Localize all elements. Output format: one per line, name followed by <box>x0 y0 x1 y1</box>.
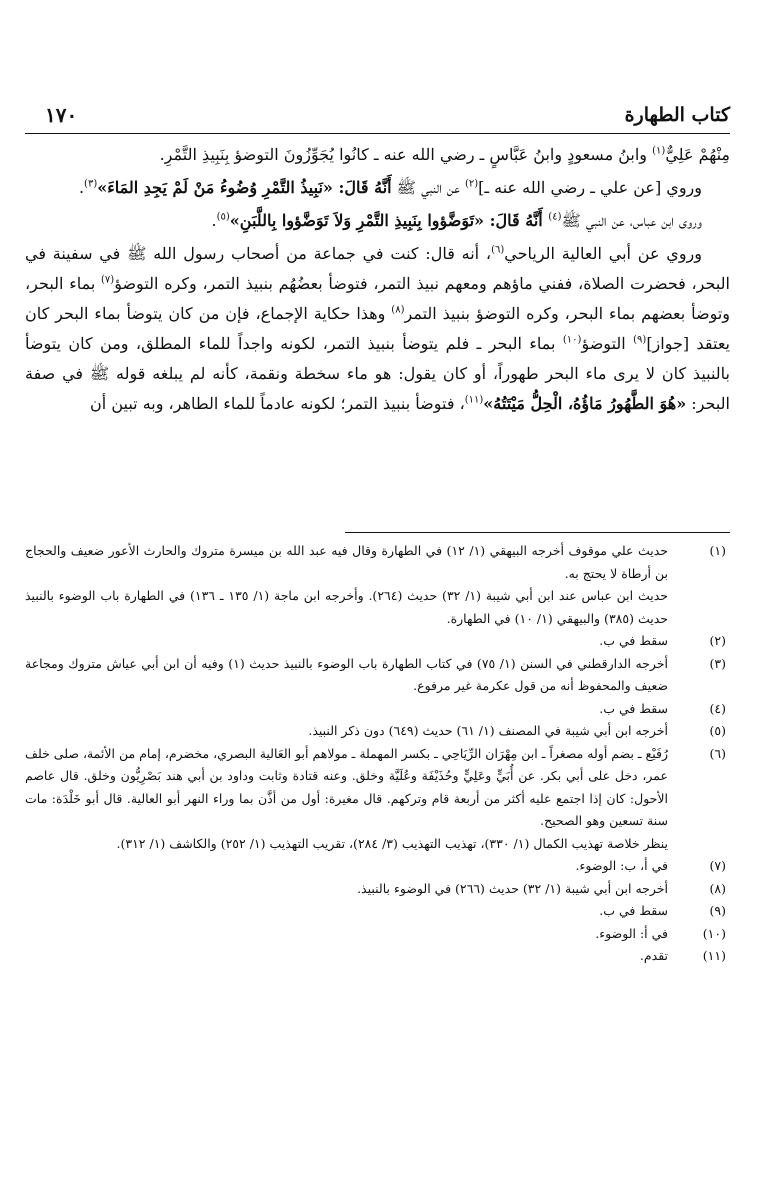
footnotes <box>25 540 730 968</box>
footnote-text: تقدم. <box>639 948 668 963</box>
footnote-number: (٩) <box>709 903 726 918</box>
text-span: بماء البحر، وتوضأ بعضهم بماء البحر، وكره التوضؤ بنبيذ التمر <box>25 274 731 323</box>
footnote-text: حديث علي موقوف أخرجه البيهقي (١/ ١٢) في الطهارة وقال فيه عبد الله بن ميسرة متروك والحارث الأعور ضعيف والحجاج بن أرطاة لا يحتج به. <box>25 543 669 581</box>
footnote-number: (١) <box>709 543 726 558</box>
footnote-ref[interactable]: (٥) <box>216 211 230 223</box>
footnote-item <box>25 720 730 743</box>
footnote-number: (٨) <box>709 880 726 896</box>
footnote-text: أخرجه الدارقطني في السنن (١/ ٧٥) في كتاب الطهارة باب الوضوء بالنبيذ حديث (١) وفيه أن ابن أبي عياش متروك ومجاعة ضعيف والمحفوظ أنه من قول عكرمة غير مرفوع. <box>25 655 668 693</box>
text-span: بماء البحر ـ فلم يتوضأ بنبيذ التمر، لكونه واجداً للماء المطلق، ومن كان يتوضأ بالنبيذ كان لا يرى ماء البحر طهوراً، أو كان يقول: هو ماء سخطة ونقمة، كأنه لم يبلغه قوله ﷺ في صفة البحر: <box>25 334 731 413</box>
hadith-quote: «هُوَ الطَّهُورُ مَاؤُهُ، الْحِلُّ مَيْتَتُهُ» <box>483 394 687 413</box>
footnote-number: (١٠) <box>702 925 726 941</box>
footnote-number: (٢) <box>709 633 726 648</box>
footnote-item <box>25 878 730 901</box>
footnote-item <box>25 923 730 946</box>
header-rule <box>25 133 730 134</box>
footnote-number: (٦) <box>709 745 726 761</box>
footnote-text: سقط في ب. <box>599 903 668 918</box>
page-number: ١٧٠ <box>45 103 78 127</box>
footnote-number: (٧) <box>709 858 726 873</box>
paragraph-4 <box>25 239 730 419</box>
hadith-quote: أَنَّهُ قَالَ: «تَوَضَّؤوا بِنَبِيذِ التَّمْرِ وَلاَ تَوَضَّؤوا بِاللَّبَنِ» <box>229 211 549 230</box>
paragraph-1 <box>25 140 730 170</box>
footnote-item <box>25 945 730 968</box>
footnote-item <box>25 698 730 721</box>
text-span: وروي [عن علي ـ رضي الله عنه ـ] <box>478 178 702 197</box>
text-span: . <box>211 211 217 230</box>
footnote-text: أخرجه ابن أبي شيبة في المصنف (١/ ٦١) حديث (٦٤٩) دون ذكر النبيذ. <box>308 723 668 738</box>
paragraph-2 <box>25 173 730 203</box>
footnote-item <box>25 540 730 630</box>
footnote-item <box>25 653 730 698</box>
text-span: وهذا حكاية الإجماع، فإن من كان يتوضأ بماء البحر كان يعتقد [جواز] <box>25 304 731 353</box>
text-span: وروى ابن عباس، عن النبي ﷺ <box>561 211 702 230</box>
page-header <box>25 100 730 132</box>
text-span: . <box>78 178 85 197</box>
text-span: التوضؤ <box>581 334 634 353</box>
footnote-ref[interactable]: (٦) <box>491 244 505 256</box>
footnote-text: رُفَيْع ـ بضم أوله مصغراً ـ ابن مِهْرَان الرِّيَاحِي ـ بكسر المهملة ـ مولاهم أبو العَالية البصري، مخضرم، إمام من الأئمة، صلى خلف عمر، دخل على أبي بكر. عن أُبَيٍّ وعَلِيٍّ وحُذَيْفَة وعُلَيَّة وخلق. وعنه قتادة وثابت وداود بن أبي هند بَصْرِيُّون وخلق. قال عاصم الأحول: كان إذا اجتمع عليه أكثر من أربعة قام وتركهم. قال مغيرة: أول من أذَّن بما وراء النهر أبو العالية. قال أبو خَلْدَة: مات سنة تسعين وهو الصحيح. <box>25 745 668 828</box>
footnote-ref[interactable]: (١١) <box>464 394 484 406</box>
footnote-text: ينظر خلاصة تهذيب الكمال (١/ ٣٣٠)، تهذيب التهذيب (٣/ ٢٨٤)، تقريب التهذيب (١/ ٢٥٢) والكاشف (١/ ٣١٢). <box>116 835 668 851</box>
footnote-item <box>25 855 730 878</box>
footnote-ref[interactable]: (٤) <box>548 211 562 223</box>
footnote-number: (٥) <box>709 723 726 738</box>
main-text <box>25 140 730 419</box>
footnote-ref[interactable]: (١٠) <box>562 334 582 346</box>
footnote-text: سقط في ب. <box>599 700 668 716</box>
text-span: وروي عن أبي العالية الرياحي <box>504 244 703 263</box>
footnote-item <box>25 630 730 653</box>
footnote-text: في أ: الوضوء. <box>595 925 668 941</box>
footnote-ref[interactable]: (٢) <box>464 178 479 190</box>
text-span: عن النبي ﷺ <box>391 178 465 197</box>
footnote-ref[interactable]: (١) <box>652 145 666 157</box>
hadith-quote: أَنَّهُ قَالَ: «نَبِيذُ التَّمْرِ وُضُوءُ مَنْ لَمْ يَجِدِ المَاءَ» <box>97 178 392 197</box>
footnote-ref[interactable]: (٩) <box>633 334 647 346</box>
text-span: ، أنه قال: كنت في جماعة من أصحاب رسول الله ﷺ في سفينة في البحر، فحضرت الصلاة، ففني ماؤهم ومعهم نبيذ التمر، فتوضأ بعضُهُم بنبيذ التمر، وكره التوضؤ <box>25 244 730 293</box>
footnote-text: في أ، ب: الوضوء. <box>575 858 668 873</box>
footnote-text: حديث ابن عباس عند ابن أبي شيبة (١/ ٣٢) حديث (٢٦٤). وأخرجه ابن ماجة (١/ ١٣٥ ـ ١٣٦) في الطهارة باب الوضوء بالنبيذ حديث (٣٨٥) والبيهقي (١/ ١٠) في الطهارة. <box>25 588 669 626</box>
footnote-item <box>25 743 730 856</box>
footnote-ref[interactable]: (٣) <box>84 178 98 190</box>
paragraph-3 <box>25 206 730 236</box>
footnote-number: (١١) <box>702 948 726 963</box>
footnote-text: سقط في ب. <box>599 633 668 648</box>
footnote-separator <box>345 532 730 533</box>
footnote-text: أخرجه ابن أبي شيبة (١/ ٣٢) حديث (٢٦٦) في الوضوء بالنبيذ. <box>357 880 668 896</box>
text-span: ، فتوضأ بنبيذ التمر؛ لكونه عادماً للماء الطاهر، وبه تبين أن <box>90 394 465 413</box>
footnote-number: (٣) <box>709 655 726 671</box>
footnote-number: (٤) <box>709 700 726 716</box>
text-span: وابنُ مسعودٍ وابنُ عَبَّاسٍ ـ رضي الله عنه ـ كانُوا يُجَوِّزُونَ التوضؤ بِنَبِيذِ التَّمْرِ. <box>159 145 653 164</box>
running-title: كتاب الطهارة <box>624 104 730 126</box>
footnote-ref[interactable]: (٨) <box>391 304 405 316</box>
text-span: مِنْهُمْ عَلِيٌّ <box>665 145 730 164</box>
footnote-item <box>25 900 730 923</box>
footnote-ref[interactable]: (٧) <box>101 274 115 286</box>
